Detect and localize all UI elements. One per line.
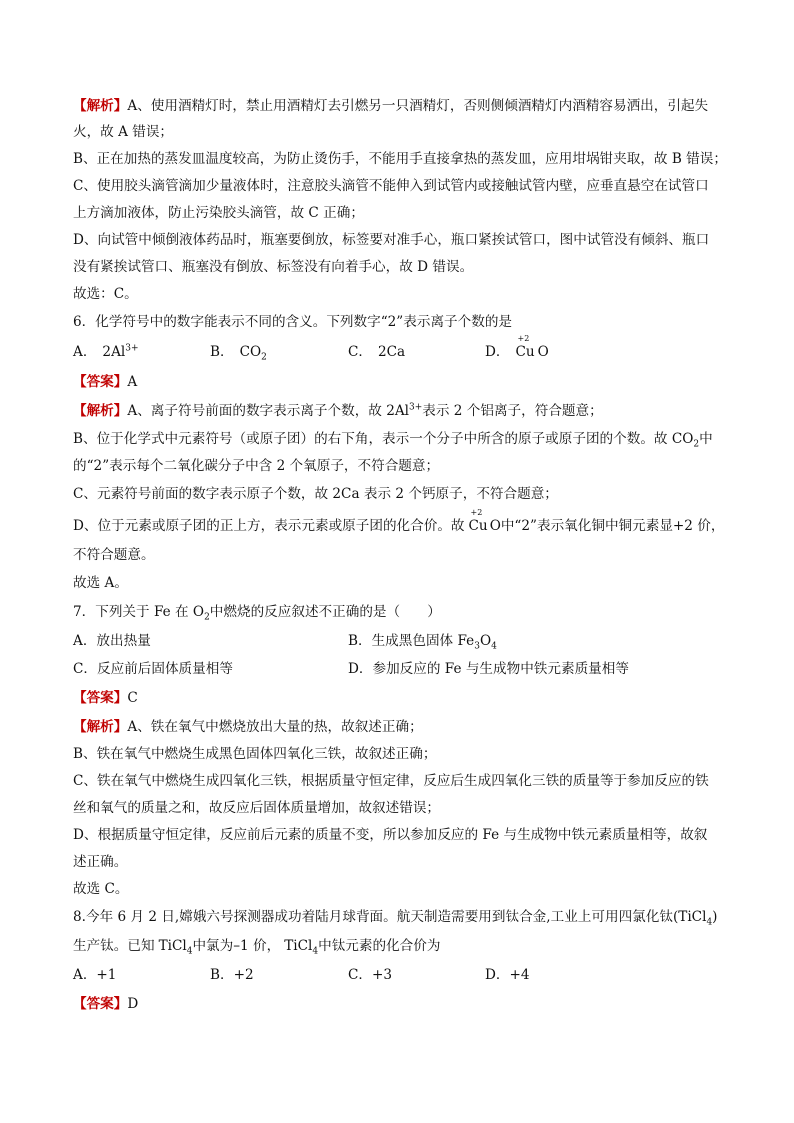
q6-explanation-a: 【解析】A、离子符号前面的数字表示离子个数，故 $2Al^{3+}$表示 2 个铝离子，符合题意； [73, 402, 603, 419]
q8-stem-line2: 生产钛。已知 TiCl$_4$中氯为–1 价， TiCl$_4$中钛元素的化合价为 [73, 938, 441, 957]
q8-option-b: B．+2 [210, 967, 254, 983]
q7-explanation-d-line1: D、根据质量守恒定律，反应前后元素的质量不变，所以参加反应的 Fe 与生成物中铁元素质量相等，故叙 [73, 827, 708, 843]
q7-option-b: B．生成黑色固体 $Fe_3O_4$ [348, 633, 497, 652]
q7-explanation-c-line2: 丝和氧气的质量之和，故反应后固体质量增加，故叙述错误； [73, 800, 441, 816]
q7-explanation-b: B、铁在氧气中燃烧生成黑色固体四氧化三铁，故叙述正确； [73, 746, 437, 762]
q6-option-a: A． $2Al^{3+}$ [73, 343, 139, 360]
q7-conclusion: 故选 C。 [73, 881, 129, 897]
q6-option-b: B． $CO_2$ [210, 344, 267, 363]
q6-explanation-d-line2: 不符合题意。 [73, 547, 155, 563]
q5-conclusion: 故选：C。 [73, 286, 138, 302]
q6-explanation-c: C、元素符号前面的数字表示原子个数，故 2Ca 表示 2 个钙原子，不符合题意； [73, 486, 558, 502]
q5-explanation-a-line1: 【解析】A、使用酒精灯时，禁止用酒精灯去引燃另一只酒精灯，否则侧倾酒精灯内酒精容易洒出，引起失 [73, 98, 709, 114]
q7-answer: 【答案】C [73, 690, 138, 706]
q6-explanation-b-line2: 的“2”表示每个二氧化碳分子中含 2 个氧原子，不符合题意； [73, 458, 440, 474]
explanation-tag: 【解析】 [73, 98, 128, 114]
q5-explanation-d-line2: 没有紧挨试管口、瓶塞没有倒放、标签没有向着手心，故 D 错误。 [73, 259, 474, 275]
q6-option-c: C． 2Ca [348, 344, 406, 360]
q8-option-a: A．+1 [73, 967, 117, 983]
q7-option-d: D．参加反应的 Fe 与生成物中铁元素质量相等 [348, 661, 629, 677]
q6-stem: 6．化学符号中的数字能表示不同的含义。下列数字“2”表示离子个数的是 [73, 314, 513, 330]
q7-option-a: A．放出热量 [73, 633, 151, 649]
q7-explanation-d-line2: 述正确。 [73, 854, 128, 870]
q8-option-c: C．+3 [348, 967, 393, 983]
q5-explanation-d-line1: D、向试管中倾倒液体药品时，瓶塞要倒放，标签要对准手心，瓶口紧挨试管口，图中试管没有倾斜、瓶口 [73, 232, 710, 248]
q7-option-c: C．反应前后固体质量相等 [73, 661, 233, 677]
q6-answer: 【答案】A [73, 374, 138, 390]
q8-stem-line1: 8.今年 6 月 2 日,嫦娥六号探测器成功着陆月球背面。航天制造需要用到钛合金,工业上可用四氯化钛(TiCl$_4$) [73, 909, 718, 928]
q6-option-d: D． +2 Cu O [485, 334, 549, 360]
q5-explanation-b: B、正在加热的蒸发皿温度较高，为防止烫伤手，不能用手直接拿热的蒸发皿，应用坩埚钳夹取，故 B 错误； [73, 151, 727, 167]
q8-answer: 【答案】D [73, 996, 139, 1012]
q7-stem: 7．下列关于 Fe 在 $O_2$中燃烧的反应叙述不正确的是（ ） [73, 604, 441, 623]
q7-explanation-c-line1: C、铁在氧气中燃烧生成四氧化三铁，根据质量守恒定律，反应后生成四氧化三铁的质量等于参加反应的铁 [73, 773, 709, 789]
q6-explanation-b-line1: B、位于化学式中元素符号（或原子团）的右下角，表示一个分子中所含的原子或原子团的个数。故 $CO_2$中 [73, 431, 713, 450]
q7-explanation-a: 【解析】A、铁在氧气中燃烧放出大量的热，故叙述正确； [73, 719, 423, 735]
q6-conclusion: 故选 A。 [73, 575, 128, 591]
q6-explanation-d-line1: D、位于元素或原子团的正上方，表示元素或原子团的化合价。故 +2 Cu O中“2”表示氧化铜中铜元素显+2 价， [73, 508, 725, 534]
q5-explanation-c-line1: C、使用胶头滴管滴加少量液体时，注意胶头滴管不能伸入到试管内或接触试管内壁，应垂直悬空在试管口 [73, 178, 709, 194]
q8-option-d: D．+4 [485, 967, 530, 983]
q5-explanation-c-line2: 上方滴加液体，防止污染胶头滴管，故 C 正确； [73, 205, 364, 221]
q5-explanation-a-line2: 火，故 A 错误； [73, 124, 174, 140]
